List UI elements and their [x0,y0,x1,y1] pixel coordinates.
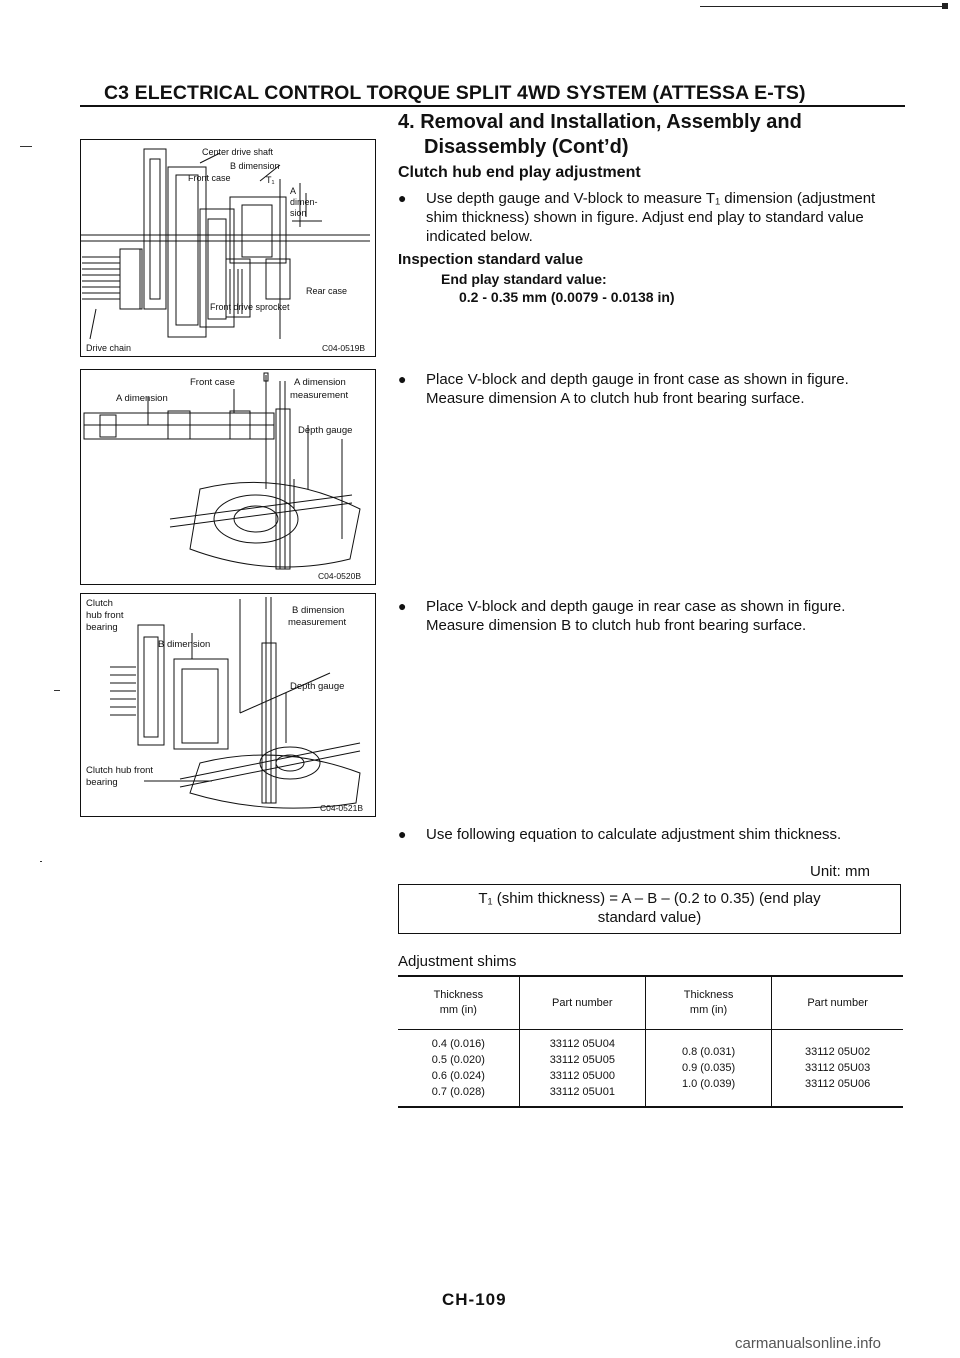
table-header: Part number [772,976,903,1030]
cell-value: 33112 05U04 [549,1038,615,1050]
section-title-line2: Disassembly (Cont’d) [424,136,629,158]
label-depth-gauge: Depth gauge [290,681,345,692]
figure-code: C04-0520B [318,571,362,581]
label-sion: sion [290,208,307,218]
table-cell [772,1030,903,1108]
label-front-case: Front case [190,377,235,388]
label-a-dimension-measurement: A dimension [294,377,346,388]
bullet-item [398,825,903,844]
cell-value: 33112 05U03 [804,1062,871,1074]
margin-mark [20,146,32,147]
label-b-dimension: B dimension [158,639,211,650]
cell-value: 33112 05U01 [549,1086,615,1098]
table-header: Part number [519,976,645,1030]
label-a-dimension: A dimension [116,393,168,404]
unit-label: Unit: mm [810,863,870,880]
cell-value: 33112 05U06 [804,1078,871,1090]
header-rule [80,105,905,107]
cell-value: 0.9 (0.035) [681,1062,736,1074]
bullet-icon: ● [398,371,407,387]
footer-watermark: carmanualsonline.info [735,1335,881,1352]
table-header [398,976,519,1030]
table-header-row [398,976,903,1030]
shim-table [398,975,903,1108]
table-cell [519,1030,645,1108]
figure-illustration [80,369,376,585]
figure-center-drive-shaft [80,139,376,357]
cell-value: 33112 05U00 [549,1070,615,1082]
cell-value: 1.0 (0.039) [681,1078,736,1090]
figure-a-dimension-measurement [80,369,376,585]
cell-value: 0.4 (0.016) [431,1038,485,1050]
standard-label: End play standard value: [441,271,607,287]
bullet-item [398,189,903,246]
bullet-icon: ● [398,190,407,206]
label-depth-gauge: Depth gauge [298,425,353,436]
top-rule [700,6,948,7]
bullet-text: Place V-block and depth gauge in rear case as shown in figure. Measure dimension B to clutch hub front bearing surface. [426,598,846,634]
label-clutch-hub-front: Clutch hub front [86,765,154,776]
figure-code: C04-0521B [320,803,364,813]
table-cell [645,1030,771,1108]
label-b-dimension-measurement: B dimension [292,605,345,616]
cell-value: 0.6 (0.024) [431,1070,485,1082]
cell-value: 0.5 (0.020) [431,1054,485,1066]
subheading: Clutch hub end play adjustment [398,164,641,181]
header-text: Thickness [683,989,734,1001]
label-b-dimension: B dimension [230,161,280,171]
table-row [398,1030,903,1108]
label-a-dimension-measurement: measurement [290,390,349,401]
table-header [645,976,771,1030]
label-dimen: dimen- [290,197,318,207]
header-text: Thickness [433,989,484,1001]
equation-line1: T₁ (shim thickness) = A – B – (0.2 to 0.35) (end play [478,890,821,907]
margin-mark [54,690,60,691]
label-front-drive-sprocket: Front drive sprocket [210,302,290,312]
label-rear-case: Rear case [306,286,348,296]
bullet-text: Use depth gauge and V-block to measure T₁ dimension (adjustment shim thickness) shown in figure. Adjust end play to standard value indicated below. [426,190,876,245]
page-header: C3 ELECTRICAL CONTROL TORQUE SPLIT 4WD SYSTEM (ATTESSA E-TS) [104,82,806,104]
standard-value: 0.2 - 0.35 mm (0.0079 - 0.0138 in) [459,289,675,305]
cell-value: 33112 05U02 [804,1046,871,1058]
bullet-icon: ● [398,598,407,614]
margin-mark [40,861,42,862]
figure-code: C04-0519B [322,343,366,353]
equation-line2: standard value) [597,909,702,926]
label-bearing: bearing [86,777,118,788]
header-text: mm (in) [689,1004,728,1016]
label-hub-front: hub front [86,610,124,621]
equation-box [398,884,901,934]
label-t1: T₁ [266,175,275,185]
bullet-icon: ● [398,826,407,842]
label-clutch: Clutch [86,598,113,609]
figure-illustration [80,139,376,357]
top-mark [942,3,948,9]
header-text: mm (in) [439,1004,477,1016]
label-bearing: bearing [86,622,118,633]
label-drive-chain: Drive chain [86,343,132,353]
bullet-item [398,597,903,635]
label-b-dimension-measurement: measurement [288,617,347,628]
cell-value: 0.8 (0.031) [681,1046,736,1058]
label-a: A [290,186,297,196]
cell-value: 33112 05U05 [549,1054,615,1066]
label-front-case: Front case [188,173,231,183]
inspection-heading: Inspection standard value [398,251,584,268]
bullet-text: Use following equation to calculate adjustment shim thickness. [426,826,842,843]
cell-value: 0.7 (0.028) [431,1086,485,1098]
figure-illustration [80,593,376,817]
label-center-drive-shaft: Center drive shaft [202,147,274,157]
table-title: Adjustment shims [398,953,517,970]
page-number: CH-109 [442,1290,507,1309]
bullet-item [398,370,903,408]
bullet-text: Place V-block and depth gauge in front case as shown in figure. Measure dimension A to clutch hub front bearing surface. [426,371,849,407]
table-cell [398,1030,519,1108]
section-title [398,110,898,160]
figure-b-dimension-measurement [80,593,376,817]
section-title-line1: 4. Removal and Installation, Assembly and [398,111,802,133]
